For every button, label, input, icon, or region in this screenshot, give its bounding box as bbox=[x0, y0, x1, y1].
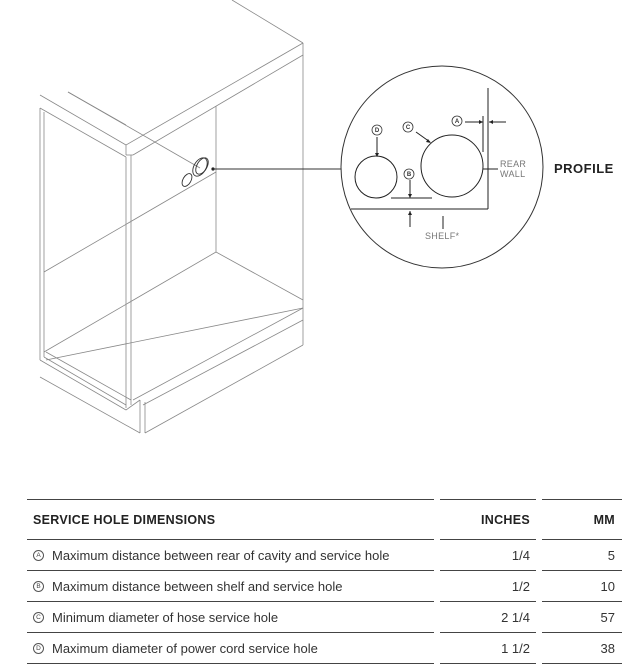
service-hole-dimensions-table bbox=[27, 499, 622, 664]
table-header-row bbox=[27, 499, 622, 540]
service-holes-drawing bbox=[180, 155, 211, 188]
marker-a-label: A bbox=[454, 119, 460, 125]
shelf-label: SHELF* bbox=[425, 231, 460, 241]
rear-wall-label-line2: WALL bbox=[500, 169, 526, 179]
column-header-inches: INCHES bbox=[480, 512, 530, 527]
marker-b-icon: B bbox=[33, 581, 44, 592]
row-description: Minimum diameter of hose service hole bbox=[52, 610, 279, 625]
table-title: SERVICE HOLE DIMENSIONS bbox=[33, 512, 216, 527]
table-row bbox=[27, 602, 622, 633]
rear-wall-label-line1: REAR bbox=[500, 159, 527, 169]
table-row bbox=[27, 571, 622, 602]
marker-d-icon: D bbox=[33, 643, 44, 654]
row-inches: 1 1/2 bbox=[501, 641, 530, 656]
divider bbox=[27, 663, 434, 664]
row-inches: 1/2 bbox=[511, 579, 530, 594]
row-mm: 5 bbox=[607, 548, 615, 563]
row-inches: 1/4 bbox=[511, 548, 530, 563]
row-inches: 2 1/4 bbox=[501, 610, 530, 625]
row-mm: 57 bbox=[600, 610, 615, 625]
divider bbox=[542, 663, 622, 664]
row-mm: 10 bbox=[600, 579, 615, 594]
row-description: Maximum diameter of power cord service hole bbox=[52, 641, 318, 656]
row-description: Maximum distance between shelf and service hole bbox=[52, 579, 343, 594]
marker-c-icon: C bbox=[33, 612, 44, 623]
column-header-mm: MM bbox=[593, 512, 615, 527]
table-row bbox=[27, 633, 622, 664]
marker-a-icon: A bbox=[33, 550, 44, 561]
marker-b-label: B bbox=[406, 172, 412, 178]
table-row bbox=[27, 540, 622, 571]
profile-label: PROFILE bbox=[554, 161, 614, 176]
marker-c-label: C bbox=[405, 125, 411, 131]
row-description: Maximum distance between rear of cavity and service hole bbox=[52, 548, 390, 563]
rear-wall-label bbox=[500, 159, 526, 179]
row-mm: 38 bbox=[600, 641, 615, 656]
divider bbox=[440, 663, 536, 664]
marker-d-label: D bbox=[374, 128, 380, 134]
